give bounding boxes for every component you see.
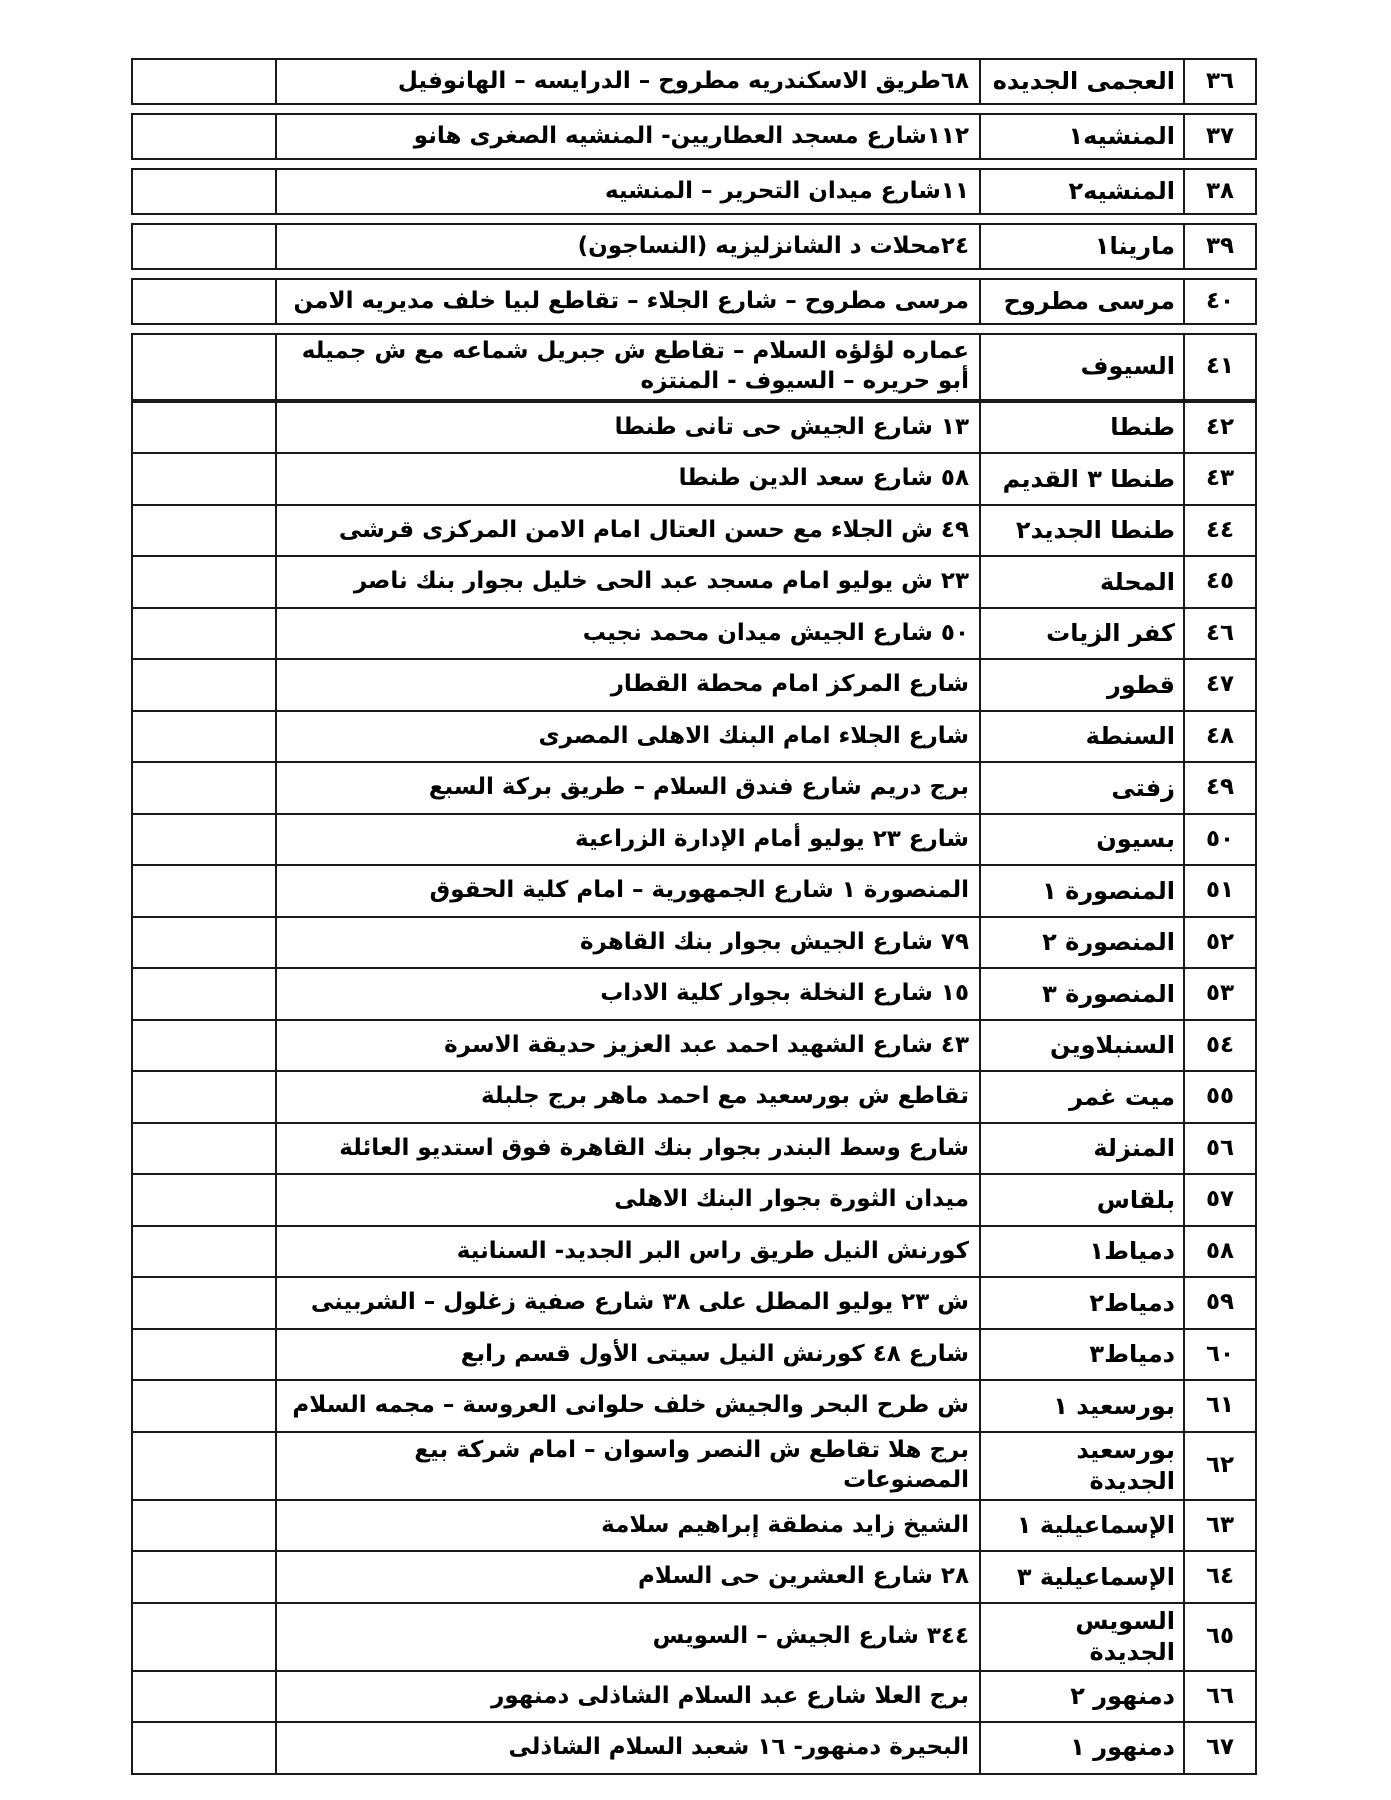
empty-note-cell: [133, 1552, 275, 1602]
table-row: [131, 333, 1257, 401]
branch-name-cell: ميت غمر: [979, 1072, 1183, 1122]
empty-note-cell: [133, 918, 275, 968]
branch-address-cell: ٥٠ شارع الجيش ميدان محمد نجيب: [275, 609, 979, 659]
branch-name-cell: بورسعيد الجديدة: [979, 1433, 1183, 1499]
branch-name-cell: دمياط٣: [979, 1330, 1183, 1380]
table-row: [131, 864, 1257, 918]
row-number-cell: ٤١: [1183, 335, 1255, 399]
empty-note-cell: [133, 1021, 275, 1071]
table-row: [131, 1173, 1257, 1227]
row-number-cell: ٥٥: [1183, 1072, 1255, 1122]
row-number-cell: ٤٥: [1183, 557, 1255, 607]
branch-address-cell: ٧٩ شارع الجيش بجوار بنك القاهرة: [275, 918, 979, 968]
empty-note-cell: [133, 1227, 275, 1277]
row-number-cell: ٥٤: [1183, 1021, 1255, 1071]
branch-name-cell: طنطا ٣ القديم: [979, 454, 1183, 504]
row-number-cell: ٦٣: [1183, 1501, 1255, 1551]
table-row: [131, 1379, 1257, 1433]
table-row: [131, 401, 1257, 455]
branch-name-cell: المنشيه٢: [979, 170, 1183, 213]
table-row: [131, 1499, 1257, 1553]
branch-name-cell: قطور: [979, 660, 1183, 710]
table-row: [131, 1122, 1257, 1176]
branch-address-cell: برج العلا شارع عبد السلام الشاذلى دمنهور: [275, 1672, 979, 1722]
branch-address-cell: ش طرح البحر والجيش خلف حلوانى العروسة – مجمه السلام: [275, 1381, 979, 1431]
empty-note-cell: [133, 1175, 275, 1225]
empty-note-cell: [133, 866, 275, 916]
row-number-cell: ٦١: [1183, 1381, 1255, 1431]
branch-name-cell: الإسماعيلية ١: [979, 1501, 1183, 1551]
branch-name-cell: السنطة: [979, 712, 1183, 762]
row-number-cell: ٥٠: [1183, 815, 1255, 865]
empty-note-cell: [133, 506, 275, 556]
row-number-cell: ٣٦: [1183, 60, 1255, 103]
table-row: [131, 761, 1257, 815]
table-row: [131, 1225, 1257, 1279]
branch-address-cell: ش ٢٣ يوليو المطل على ٣٨ شارع صفية زغلول – الشربينى: [275, 1278, 979, 1328]
branch-address-cell: ميدان الثورة بجوار البنك الاهلى: [275, 1175, 979, 1225]
branch-address-cell: شارع الجلاء امام البنك الاهلى المصرى: [275, 712, 979, 762]
table-row: [131, 1431, 1257, 1501]
row-number-cell: ٣٨: [1183, 170, 1255, 213]
row-number-cell: ٥٣: [1183, 969, 1255, 1019]
row-number-cell: ٣٩: [1183, 225, 1255, 268]
table-row: [131, 658, 1257, 712]
branch-name-cell: المنصورة ٣: [979, 969, 1183, 1019]
empty-note-cell: [133, 170, 275, 213]
branch-name-cell: مرسى مطروح: [979, 280, 1183, 323]
row-number-cell: ٦٠: [1183, 1330, 1255, 1380]
branch-address-cell: ٥٨ شارع سعد الدين طنطا: [275, 454, 979, 504]
row-number-cell: ٥٨: [1183, 1227, 1255, 1277]
table-row: [131, 278, 1257, 325]
row-number-cell: ٥٦: [1183, 1124, 1255, 1174]
table-row: [131, 223, 1257, 270]
branch-address-cell: ١٥ شارع النخلة بجوار كلية الاداب: [275, 969, 979, 1019]
branch-name-cell: دمنهور ١: [979, 1723, 1183, 1773]
row-number-cell: ٥٩: [1183, 1278, 1255, 1328]
branch-name-cell: المنشيه١: [979, 115, 1183, 158]
empty-note-cell: [133, 1672, 275, 1722]
table-row: [131, 1550, 1257, 1604]
row-number-cell: ٤٣: [1183, 454, 1255, 504]
row-number-cell: ٥٢: [1183, 918, 1255, 968]
branch-address-cell: ٢٣ ش يوليو امام مسجد عبد الحى خليل بجوار بنك ناصر: [275, 557, 979, 607]
branch-name-cell: طنطا: [979, 403, 1183, 453]
table-row: [131, 1328, 1257, 1382]
branch-name-cell: بلقاس: [979, 1175, 1183, 1225]
branch-address-cell: كورنش النيل طريق راس البر الجديد- السنانية: [275, 1227, 979, 1277]
branch-address-cell: ١١٢شارع مسجد العطاريين- المنشيه الصغرى هانو: [275, 115, 979, 158]
row-number-cell: ٦٥: [1183, 1604, 1255, 1670]
branch-address-cell: عماره لؤلؤه السلام – تقاطع ش جبريل شماعه مع ش جميله أبو حريره – السيوف - المنتزه: [275, 335, 979, 399]
empty-note-cell: [133, 225, 275, 268]
branch-address-cell: شارع ٤٨ كورنش النيل سيتى الأول قسم رابع: [275, 1330, 979, 1380]
empty-note-cell: [133, 609, 275, 659]
empty-note-cell: [133, 403, 275, 453]
table-row: [131, 504, 1257, 558]
branch-address-cell: برج هلا تقاطع ش النصر واسوان – امام شركة بيع المصنوعات: [275, 1433, 979, 1499]
row-number-cell: ٦٦: [1183, 1672, 1255, 1722]
row-number-cell: ٦٢: [1183, 1433, 1255, 1499]
table-row: [131, 1070, 1257, 1124]
branch-name-cell: المنزلة: [979, 1124, 1183, 1174]
row-number-cell: ٤٤: [1183, 506, 1255, 556]
branch-address-cell: المنصورة ١ شارع الجمهورية – امام كلية الحقوق: [275, 866, 979, 916]
empty-note-cell: [133, 1501, 275, 1551]
table-row: [131, 607, 1257, 661]
branch-name-cell: السنبلاوين: [979, 1021, 1183, 1071]
table-row: [131, 58, 1257, 105]
table-row: [131, 1276, 1257, 1330]
row-number-cell: ٤٩: [1183, 763, 1255, 813]
empty-note-cell: [133, 815, 275, 865]
branch-address-cell: ٢٨ شارع العشرين حى السلام: [275, 1552, 979, 1602]
branch-address-cell: الشيخ زايد منطقة إبراهيم سلامة: [275, 1501, 979, 1551]
empty-note-cell: [133, 1124, 275, 1174]
empty-note-cell: [133, 60, 275, 103]
branch-address-cell: شارع المركز امام محطة القطار: [275, 660, 979, 710]
branch-name-cell: المنصورة ٢: [979, 918, 1183, 968]
row-number-cell: ٤٠: [1183, 280, 1255, 323]
table-row: [131, 168, 1257, 215]
empty-note-cell: [133, 969, 275, 1019]
branch-name-cell: المحلة: [979, 557, 1183, 607]
branch-name-cell: العجمى الجديده: [979, 60, 1183, 103]
empty-note-cell: [133, 712, 275, 762]
branch-name-cell: السويس الجديدة: [979, 1604, 1183, 1670]
branch-name-cell: مارينا١: [979, 225, 1183, 268]
table-row: [131, 710, 1257, 764]
branch-name-cell: بسيون: [979, 815, 1183, 865]
empty-note-cell: [133, 660, 275, 710]
branch-address-cell: شارع وسط البندر بجوار بنك القاهرة فوق استديو العائلة: [275, 1124, 979, 1174]
branch-address-cell: ٣٤٤ شارع الجيش – السويس: [275, 1604, 979, 1670]
branch-address-cell: ٦٨طريق الاسكندريه مطروح – الدرايسه – الهانوفيل: [275, 60, 979, 103]
row-number-cell: ٤٨: [1183, 712, 1255, 762]
row-number-cell: ٤٢: [1183, 403, 1255, 453]
empty-note-cell: [133, 557, 275, 607]
branch-address-cell: ٢٤محلات د الشانزليزيه (النساجون): [275, 225, 979, 268]
branch-address-cell: ٤٩ ش الجلاء مع حسن العتال امام الامن المركزى قرشى: [275, 506, 979, 556]
row-number-cell: ٥١: [1183, 866, 1255, 916]
empty-note-cell: [133, 763, 275, 813]
branch-address-cell: شارع ٢٣ يوليو أمام الإدارة الزراعية: [275, 815, 979, 865]
empty-note-cell: [133, 454, 275, 504]
branch-address-cell: برج دريم شارع فندق السلام – طريق بركة السبع: [275, 763, 979, 813]
branch-name-cell: طنطا الجديد٢: [979, 506, 1183, 556]
empty-note-cell: [133, 1604, 275, 1670]
table-row: [131, 452, 1257, 506]
empty-note-cell: [133, 1723, 275, 1773]
table-row: [131, 916, 1257, 970]
branch-name-cell: الإسماعيلية ٣: [979, 1552, 1183, 1602]
branch-address-cell: تقاطع ش بورسعيد مع احمد ماهر برج جلبلة: [275, 1072, 979, 1122]
empty-note-cell: [133, 1278, 275, 1328]
table-row: [131, 813, 1257, 867]
table-row: [131, 1602, 1257, 1672]
table-row: [131, 1019, 1257, 1073]
branch-name-cell: بورسعيد ١: [979, 1381, 1183, 1431]
empty-note-cell: [133, 1330, 275, 1380]
branch-address-cell: البحيرة دمنهور- ١٦ شعبد السلام الشاذلى: [275, 1723, 979, 1773]
table-row: [131, 967, 1257, 1021]
branch-name-cell: دمياط٢: [979, 1278, 1183, 1328]
branch-name-cell: دمنهور ٢: [979, 1672, 1183, 1722]
row-number-cell: ٦٤: [1183, 1552, 1255, 1602]
empty-note-cell: [133, 1381, 275, 1431]
empty-note-cell: [133, 335, 275, 399]
table-row: [131, 555, 1257, 609]
branch-address-cell: ١١شارع ميدان التحرير – المنشيه: [275, 170, 979, 213]
empty-note-cell: [133, 115, 275, 158]
row-number-cell: ٣٧: [1183, 115, 1255, 158]
row-number-cell: ٥٧: [1183, 1175, 1255, 1225]
branch-name-cell: دمياط١: [979, 1227, 1183, 1277]
row-number-cell: ٤٧: [1183, 660, 1255, 710]
branch-name-cell: كفر الزيات: [979, 609, 1183, 659]
branch-address-cell: ٤٣ شارع الشهيد احمد عبد العزيز حديقة الاسرة: [275, 1021, 979, 1071]
branch-name-cell: زفتى: [979, 763, 1183, 813]
branch-address-cell: ١٣ شارع الجيش حى تانى طنطا: [275, 403, 979, 453]
table-row: [131, 113, 1257, 160]
table-row: [131, 1670, 1257, 1724]
row-number-cell: ٤٦: [1183, 609, 1255, 659]
branch-address-cell: مرسى مطروح – شارع الجلاء – تقاطع لبيا خلف مديريه الامن: [275, 280, 979, 323]
empty-note-cell: [133, 1433, 275, 1499]
table-row: [131, 1721, 1257, 1775]
branch-name-cell: المنصورة ١: [979, 866, 1183, 916]
row-number-cell: ٦٧: [1183, 1723, 1255, 1773]
branch-table: [131, 58, 1257, 1775]
branch-name-cell: السيوف: [979, 335, 1183, 399]
empty-note-cell: [133, 1072, 275, 1122]
empty-note-cell: [133, 280, 275, 323]
